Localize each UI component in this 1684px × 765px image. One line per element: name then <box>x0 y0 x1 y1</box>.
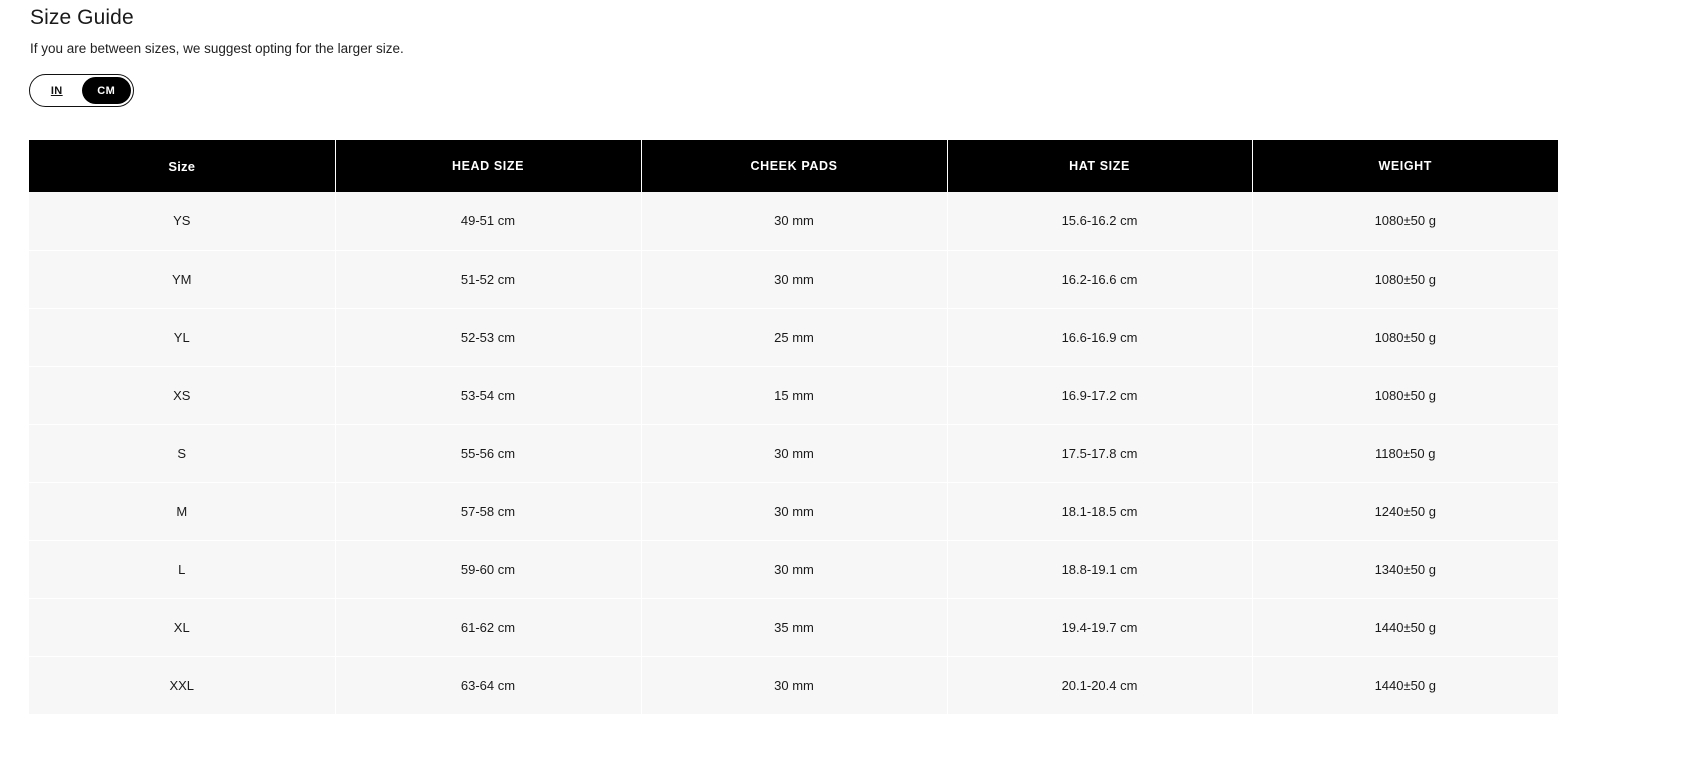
cell-head-size: 61-62 cm <box>335 598 641 656</box>
table-row <box>29 482 1558 540</box>
column-header-hat-size: HAT SIZE <box>947 140 1252 192</box>
table-header <box>29 140 1558 192</box>
cell-size: YS <box>29 192 335 250</box>
cell-size: L <box>29 540 335 598</box>
cell-hat-size: 16.2-16.6 cm <box>947 250 1252 308</box>
table-row <box>29 308 1558 366</box>
cell-size: YM <box>29 250 335 308</box>
cell-hat-size: 19.4-19.7 cm <box>947 598 1252 656</box>
column-header-weight: WEIGHT <box>1252 140 1558 192</box>
unit-toggle[interactable] <box>29 74 134 107</box>
cell-head-size: 57-58 cm <box>335 482 641 540</box>
page-title: Size Guide <box>30 6 134 29</box>
cell-weight: 1440±50 g <box>1252 656 1558 714</box>
column-header-cheek-pads: CHEEK PADS <box>641 140 947 192</box>
cell-cheek-pads: 35 mm <box>641 598 947 656</box>
cell-cheek-pads: 25 mm <box>641 308 947 366</box>
cell-hat-size: 16.6-16.9 cm <box>947 308 1252 366</box>
cell-cheek-pads: 30 mm <box>641 424 947 482</box>
table-row <box>29 656 1558 714</box>
cell-weight: 1080±50 g <box>1252 308 1558 366</box>
table-row <box>29 424 1558 482</box>
cell-head-size: 52-53 cm <box>335 308 641 366</box>
cell-cheek-pads: 30 mm <box>641 482 947 540</box>
table-header-row <box>29 140 1558 192</box>
cell-head-size: 63-64 cm <box>335 656 641 714</box>
table-row <box>29 366 1558 424</box>
cell-size: XL <box>29 598 335 656</box>
page-subtitle: If you are between sizes, we suggest opting for the larger size. <box>30 41 404 56</box>
cell-cheek-pads: 30 mm <box>641 540 947 598</box>
cell-cheek-pads: 30 mm <box>641 656 947 714</box>
table-row <box>29 598 1558 656</box>
cell-head-size: 59-60 cm <box>335 540 641 598</box>
cell-head-size: 51-52 cm <box>335 250 641 308</box>
unit-option-cm[interactable]: CM <box>82 77 132 104</box>
cell-size: M <box>29 482 335 540</box>
cell-weight: 1080±50 g <box>1252 366 1558 424</box>
cell-size: S <box>29 424 335 482</box>
cell-size: XXL <box>29 656 335 714</box>
size-guide-table <box>29 140 1558 715</box>
cell-weight: 1080±50 g <box>1252 192 1558 250</box>
cell-cheek-pads: 30 mm <box>641 250 947 308</box>
cell-hat-size: 17.5-17.8 cm <box>947 424 1252 482</box>
cell-head-size: 49-51 cm <box>335 192 641 250</box>
cell-head-size: 55-56 cm <box>335 424 641 482</box>
cell-weight: 1440±50 g <box>1252 598 1558 656</box>
cell-cheek-pads: 30 mm <box>641 192 947 250</box>
unit-option-in[interactable]: IN <box>50 84 63 97</box>
cell-size: XS <box>29 366 335 424</box>
column-header-head-size: HEAD SIZE <box>335 140 641 192</box>
cell-hat-size: 16.9-17.2 cm <box>947 366 1252 424</box>
cell-cheek-pads: 15 mm <box>641 366 947 424</box>
cell-weight: 1180±50 g <box>1252 424 1558 482</box>
cell-hat-size: 20.1-20.4 cm <box>947 656 1252 714</box>
cell-size: YL <box>29 308 335 366</box>
cell-weight: 1240±50 g <box>1252 482 1558 540</box>
column-header-size: Size <box>29 140 335 192</box>
table-row <box>29 540 1558 598</box>
cell-head-size: 53-54 cm <box>335 366 641 424</box>
cell-weight: 1340±50 g <box>1252 540 1558 598</box>
table-row <box>29 192 1558 250</box>
cell-hat-size: 15.6-16.2 cm <box>947 192 1252 250</box>
cell-hat-size: 18.8-19.1 cm <box>947 540 1252 598</box>
table-body <box>29 192 1558 714</box>
table-row <box>29 250 1558 308</box>
cell-weight: 1080±50 g <box>1252 250 1558 308</box>
cell-hat-size: 18.1-18.5 cm <box>947 482 1252 540</box>
